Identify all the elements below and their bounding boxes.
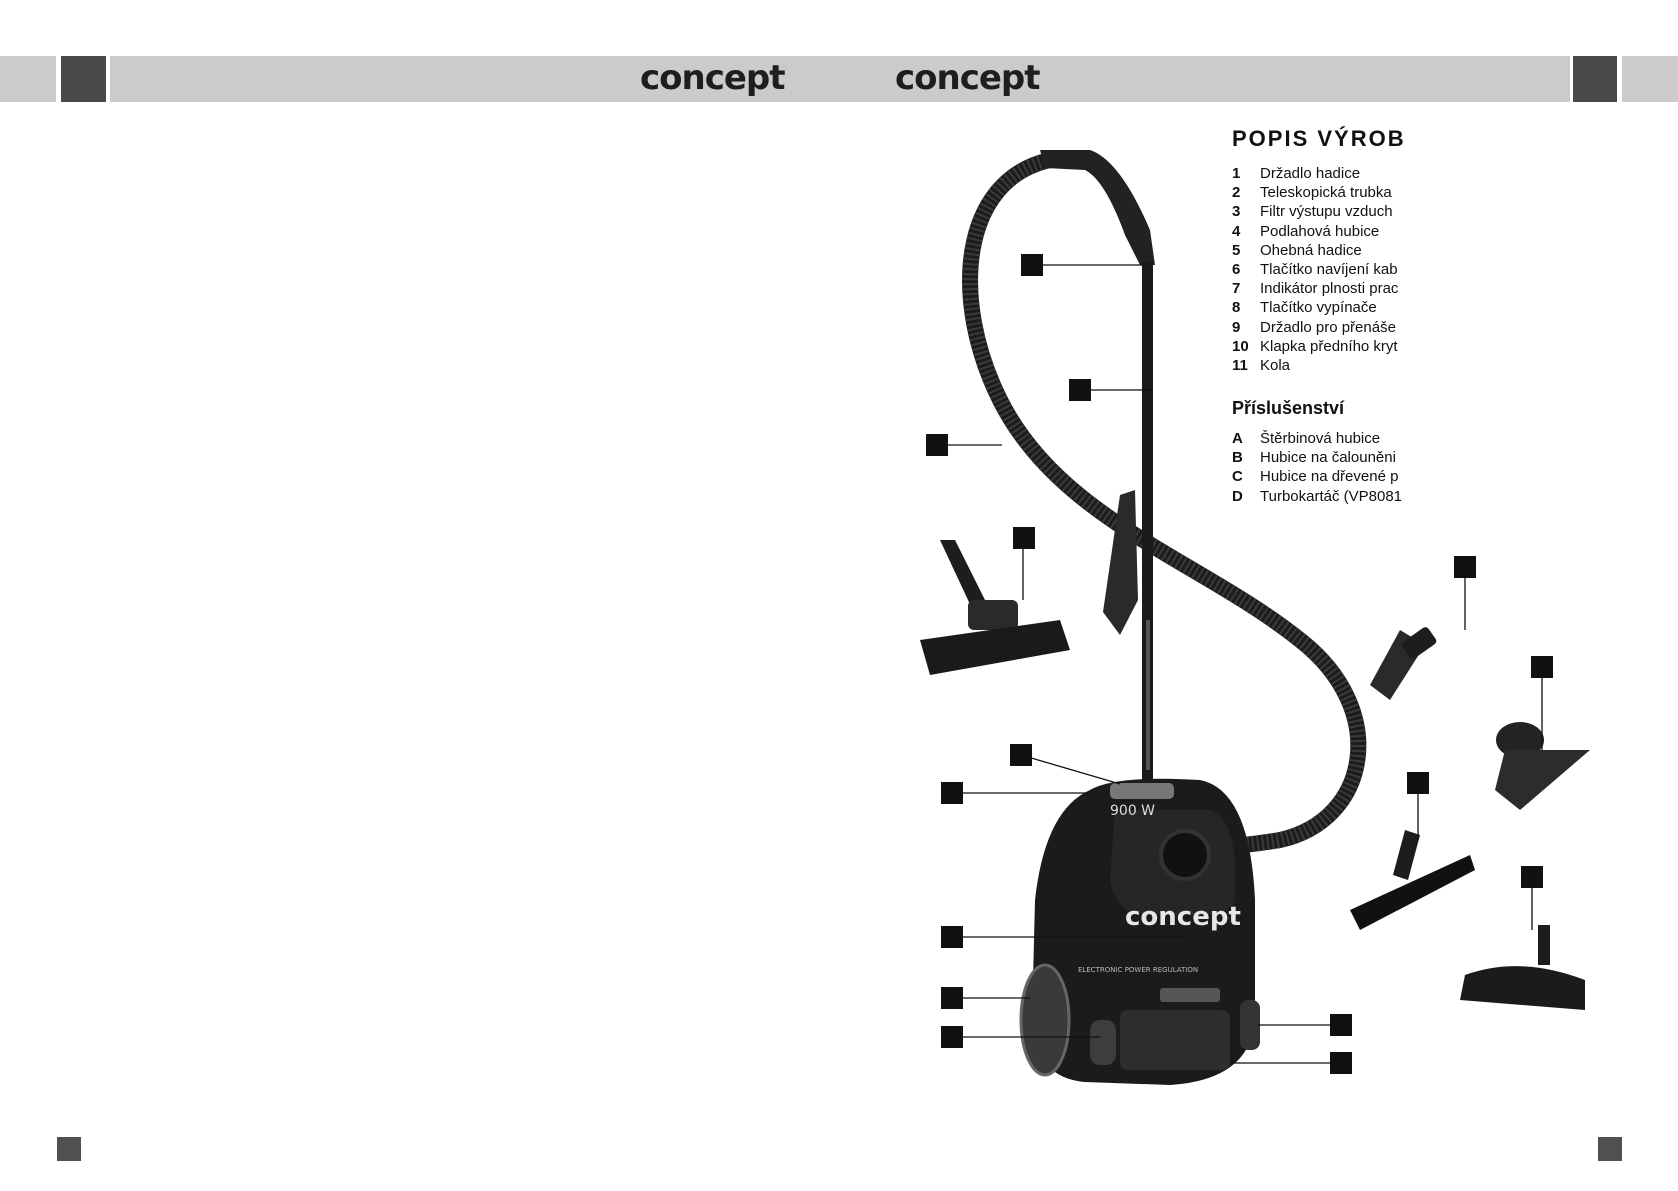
brand-logo-right: concept — [895, 58, 1040, 98]
item-number: 7 — [1232, 280, 1241, 298]
accessory-turbo-brush — [1460, 925, 1585, 1010]
header-block-right — [1573, 56, 1617, 102]
item-number: 8 — [1232, 299, 1241, 317]
power-label: 900 W — [1110, 803, 1156, 819]
item-label: Klapka předního kryt — [1260, 337, 1398, 355]
page-corner-marker-left — [57, 1137, 81, 1161]
accessory-parquet-nozzle — [1350, 830, 1475, 930]
accessory-crevice-nozzle — [1370, 626, 1438, 700]
header-block-left — [61, 56, 106, 102]
callout-marker — [1069, 379, 1091, 401]
vacuum-cleaner-figure — [900, 130, 1600, 1090]
hose-inlet — [1161, 831, 1209, 879]
item-number: 9 — [1232, 318, 1241, 336]
item-label: Tlačítko navíjení kab — [1260, 260, 1398, 278]
item-label: Držadlo pro přenáše — [1260, 318, 1396, 336]
header-band-left-edge — [0, 56, 56, 102]
hose-handle — [1040, 150, 1155, 265]
callout-marker — [941, 987, 963, 1009]
accessories-title: Příslušenství — [1232, 398, 1345, 418]
item-label: Hubice na dřevené p — [1260, 468, 1399, 486]
item-number: 1 — [1232, 165, 1241, 182]
item-letter: A — [1232, 430, 1243, 447]
item-number: 10 — [1232, 337, 1249, 355]
item-number: 11 — [1232, 356, 1248, 374]
item-number: 4 — [1232, 222, 1241, 240]
item-number: 3 — [1232, 203, 1241, 221]
item-label: Držadlo hadice — [1260, 165, 1361, 182]
callout-marker — [1454, 556, 1476, 578]
body-brand-logo: concept — [1125, 902, 1241, 932]
item-label: Indikátor plnosti prac — [1260, 280, 1399, 298]
item-label: Filtr výstupu vzduch — [1260, 203, 1393, 221]
power-slider — [1160, 988, 1220, 1002]
item-number: 5 — [1232, 241, 1241, 259]
item-label: Teleskopická trubka — [1260, 184, 1392, 202]
panel-caption: ELECTRONIC POWER REGULATION — [1078, 966, 1199, 974]
item-label: Tlačítko vypínače — [1260, 299, 1377, 317]
callout-marker — [941, 1026, 963, 1048]
item-number: 2 — [1232, 184, 1241, 202]
item-number: 6 — [1232, 260, 1241, 278]
item-label: Podlahová hubice — [1260, 222, 1380, 240]
callout-marker — [1013, 527, 1035, 549]
callout-marker — [1521, 866, 1543, 888]
item-label: Hubice na čalouněni — [1260, 449, 1396, 467]
callout-marker — [1010, 744, 1032, 766]
item-label: Turbokartáč (VP8081 — [1260, 487, 1403, 505]
callout-marker — [941, 926, 963, 948]
floor-nozzle — [920, 540, 1070, 675]
callout-marker — [1021, 254, 1043, 276]
brand-logo-left: concept — [640, 58, 785, 98]
header-band — [110, 56, 1570, 102]
header-band-right-edge — [1622, 56, 1678, 102]
callout-marker — [941, 782, 963, 804]
item-label: Kola — [1260, 356, 1291, 374]
section-title: POPIS VÝROB — [1232, 126, 1406, 151]
item-label: Ohebná hadice — [1260, 241, 1362, 259]
item-letter: D — [1232, 487, 1243, 505]
callout-marker — [1330, 1052, 1352, 1074]
item-label: Štěrbinová hubice — [1260, 430, 1381, 447]
callout-marker — [926, 434, 948, 456]
front-grille — [1120, 1010, 1230, 1070]
cord-rewind-button — [1090, 1020, 1116, 1065]
wheel-left — [1021, 965, 1069, 1075]
item-letter: B — [1232, 449, 1243, 467]
item-letter: C — [1232, 468, 1243, 486]
callout-marker — [1531, 656, 1553, 678]
callout-marker — [1330, 1014, 1352, 1036]
page-corner-marker-right — [1598, 1137, 1622, 1161]
callout-marker — [1407, 772, 1429, 794]
